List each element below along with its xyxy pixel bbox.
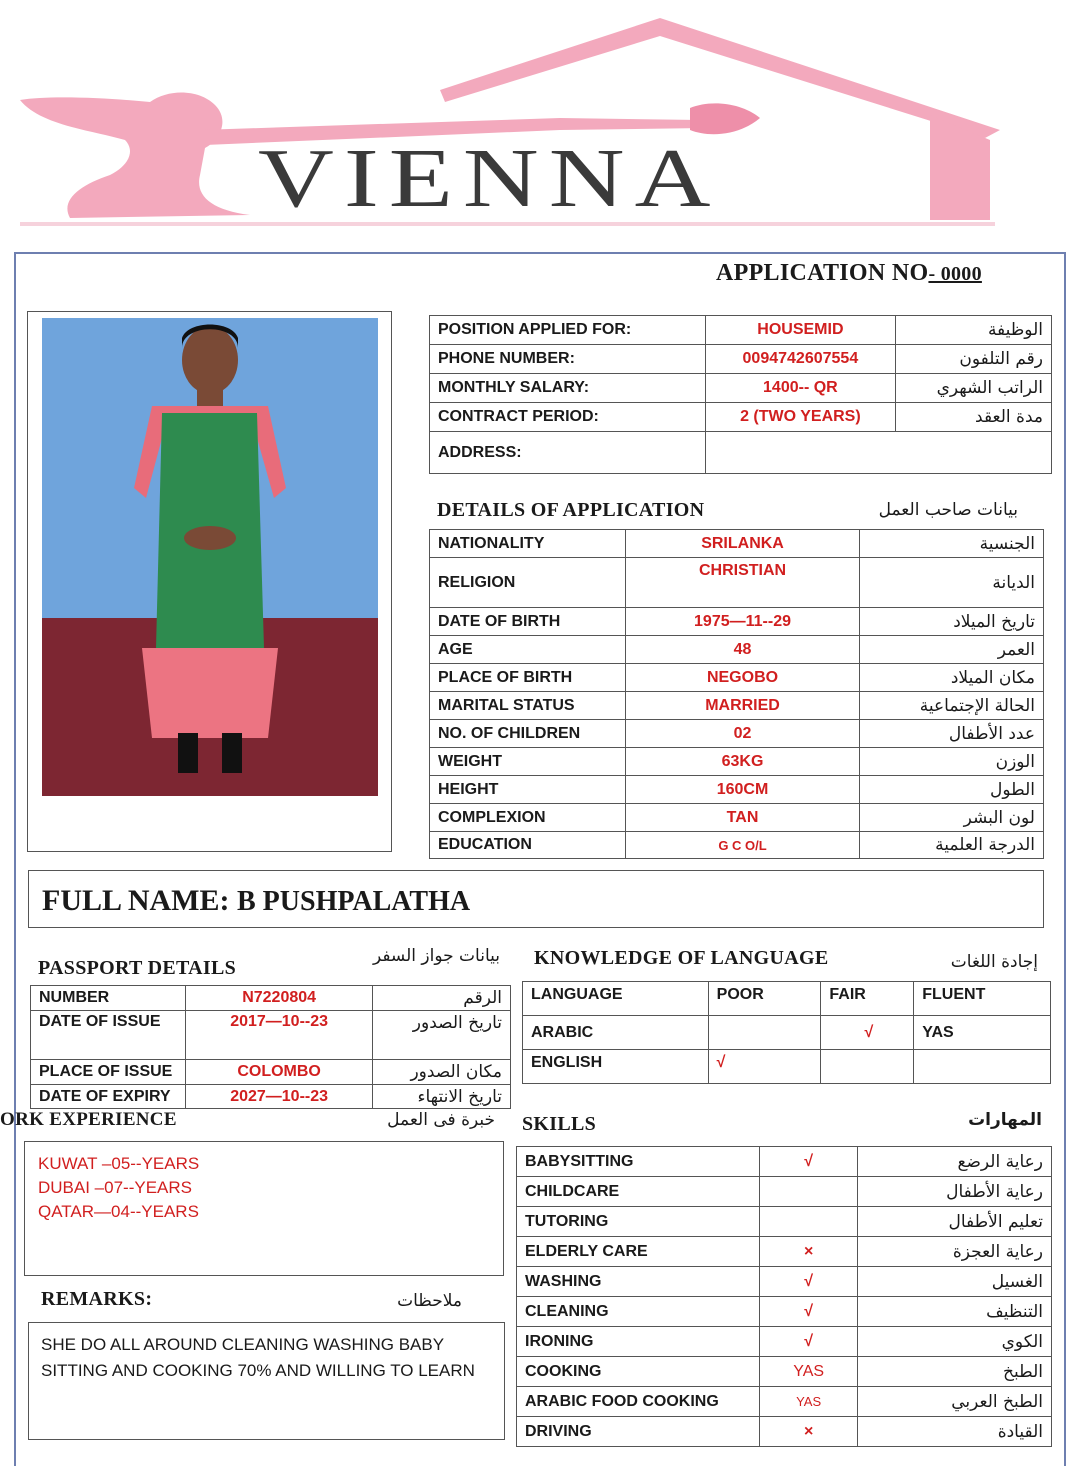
passport-value: 2027—10--23 bbox=[185, 1085, 372, 1109]
skill-label: WASHING bbox=[517, 1267, 760, 1297]
detail-arabic: الحالة الإجتماعية bbox=[860, 692, 1044, 720]
work-experience-title: ORK EXPERIENCE bbox=[0, 1109, 177, 1130]
table-row bbox=[430, 636, 1044, 664]
skill-label: COOKING bbox=[517, 1357, 760, 1387]
table-row bbox=[430, 316, 1052, 345]
detail-label: NATIONALITY bbox=[430, 530, 626, 558]
skill-arabic: تعليم الأطفال bbox=[858, 1207, 1052, 1237]
application-number bbox=[716, 260, 982, 287]
skill-mark: √ bbox=[759, 1327, 858, 1357]
table-row bbox=[430, 345, 1052, 374]
skill-mark: √ bbox=[759, 1267, 858, 1297]
skill-mark: √ bbox=[759, 1297, 858, 1327]
applicant-photo bbox=[42, 318, 378, 796]
salary-value: 1400-- QR bbox=[705, 374, 896, 403]
contract-label: CONTRACT PERIOD: bbox=[430, 403, 706, 432]
passport-label: PLACE OF ISSUE bbox=[31, 1060, 186, 1085]
details-title: DETAILS OF APPLICATION bbox=[437, 499, 705, 521]
language-header: FAIR bbox=[821, 982, 914, 1016]
table-row bbox=[430, 692, 1044, 720]
skill-label: ELDERLY CARE bbox=[517, 1237, 760, 1267]
detail-value: 02 bbox=[625, 720, 859, 748]
table-row bbox=[517, 1177, 1052, 1207]
detail-arabic: العمر bbox=[860, 636, 1044, 664]
detail-value: NEGOBO bbox=[625, 664, 859, 692]
skill-label: BABYSITTING bbox=[517, 1147, 760, 1177]
remarks-line: SHE DO ALL AROUND CLEANING WASHING BABY bbox=[41, 1335, 445, 1354]
skill-label: DRIVING bbox=[517, 1417, 760, 1447]
detail-value: SRILANKA bbox=[625, 530, 859, 558]
skill-label: TUTORING bbox=[517, 1207, 760, 1237]
skill-arabic: رعاية العجزة bbox=[858, 1237, 1052, 1267]
passport-label: DATE OF EXPIRY bbox=[31, 1085, 186, 1109]
passport-arabic: تاريخ الصدور bbox=[373, 1011, 511, 1060]
detail-arabic: الطول bbox=[860, 776, 1044, 804]
table-row bbox=[517, 1327, 1052, 1357]
detail-label: COMPLEXION bbox=[430, 804, 626, 832]
passport-title: PASSPORT DETAILS bbox=[38, 957, 237, 979]
vienna-logo bbox=[0, 0, 1080, 232]
skill-mark: √ bbox=[759, 1147, 858, 1177]
detail-arabic: الديانة bbox=[860, 558, 1044, 608]
skill-arabic: القيادة bbox=[858, 1417, 1052, 1447]
list-item: KUWAT –05--YEARS bbox=[38, 1154, 200, 1173]
table-row bbox=[517, 1147, 1052, 1177]
skill-arabic: التنظيف bbox=[858, 1297, 1052, 1327]
detail-arabic: الجنسية bbox=[860, 530, 1044, 558]
table-row bbox=[31, 1011, 511, 1060]
list-item: QATAR—04--YEARS bbox=[38, 1202, 199, 1221]
remarks-text bbox=[41, 1332, 475, 1384]
detail-label: HEIGHT bbox=[430, 776, 626, 804]
logo-text: VIENNA bbox=[258, 132, 721, 225]
detail-label: PLACE OF BIRTH bbox=[430, 664, 626, 692]
table-row bbox=[430, 432, 1052, 474]
detail-value: 160CM bbox=[625, 776, 859, 804]
detail-value: G C O/L bbox=[625, 832, 859, 859]
detail-arabic: تاريخ الميلاد bbox=[860, 608, 1044, 636]
language-header: LANGUAGE bbox=[523, 982, 709, 1016]
passport-table bbox=[30, 985, 511, 1109]
work-experience-list bbox=[38, 1152, 199, 1224]
detail-arabic: الوزن bbox=[860, 748, 1044, 776]
passport-label: NUMBER bbox=[31, 986, 186, 1011]
table-row bbox=[517, 1357, 1052, 1387]
phone-value: 0094742607554 bbox=[705, 345, 896, 374]
language-poor: √ bbox=[708, 1050, 821, 1084]
table-row bbox=[523, 1050, 1051, 1084]
detail-arabic: مكان الميلاد bbox=[860, 664, 1044, 692]
passport-value: 2017—10--23 bbox=[185, 1011, 372, 1060]
full-name-value: B PUSHPALATHA bbox=[237, 886, 471, 917]
table-row bbox=[430, 530, 1044, 558]
language-fluent bbox=[914, 1050, 1051, 1084]
skill-mark: × bbox=[759, 1237, 858, 1267]
skills-table bbox=[516, 1146, 1052, 1447]
skill-arabic: رعاية الرضع bbox=[858, 1147, 1052, 1177]
table-row bbox=[430, 403, 1052, 432]
passport-arabic: مكان الصدور bbox=[373, 1060, 511, 1085]
detail-label: NO. OF CHILDREN bbox=[430, 720, 626, 748]
detail-label: RELIGION bbox=[430, 558, 626, 608]
skill-label: CLEANING bbox=[517, 1297, 760, 1327]
application-label: APPLICATION NO bbox=[716, 260, 929, 286]
skill-arabic: الطبخ bbox=[858, 1357, 1052, 1387]
table-row bbox=[430, 804, 1044, 832]
salary-label: MONTHLY SALARY: bbox=[430, 374, 706, 403]
table-row bbox=[31, 1060, 511, 1085]
detail-label: EDUCATION bbox=[430, 832, 626, 859]
skill-arabic: الغسيل bbox=[858, 1267, 1052, 1297]
passport-value: N7220804 bbox=[185, 986, 372, 1011]
skill-mark bbox=[759, 1177, 858, 1207]
table-row bbox=[517, 1207, 1052, 1237]
remarks-title: REMARKS: bbox=[41, 1288, 153, 1310]
language-header: POOR bbox=[708, 982, 821, 1016]
table-row bbox=[517, 1297, 1052, 1327]
table-row bbox=[430, 748, 1044, 776]
detail-label: AGE bbox=[430, 636, 626, 664]
skill-arabic: رعاية الأطفال bbox=[858, 1177, 1052, 1207]
language-name: ARABIC bbox=[523, 1016, 709, 1050]
skill-arabic: الكوي bbox=[858, 1327, 1052, 1357]
list-item: DUBAI –07--YEARS bbox=[38, 1178, 192, 1197]
detail-label: WEIGHT bbox=[430, 748, 626, 776]
table-row bbox=[523, 982, 1051, 1016]
languages-title: KNOWLEDGE OF LANGUAGE bbox=[534, 947, 829, 969]
table-row bbox=[517, 1237, 1052, 1267]
skills-title: SKILLS bbox=[522, 1113, 597, 1135]
language-name: ENGLISH bbox=[523, 1050, 709, 1084]
detail-arabic: عدد الأطفال bbox=[860, 720, 1044, 748]
remarks-title-arabic: ملاحظات bbox=[397, 1291, 462, 1311]
table-row bbox=[517, 1267, 1052, 1297]
skills-title-arabic: المهارات bbox=[968, 1110, 1042, 1130]
full-name-label: FULL NAME: bbox=[42, 884, 230, 917]
address-label: ADDRESS: bbox=[430, 432, 706, 474]
languages-table bbox=[522, 981, 1051, 1084]
phone-label: PHONE NUMBER: bbox=[430, 345, 706, 374]
skill-label: CHILDCARE bbox=[517, 1177, 760, 1207]
skill-label: IRONING bbox=[517, 1327, 760, 1357]
contract-value: 2 (TWO YEARS) bbox=[705, 403, 896, 432]
passport-label: DATE OF ISSUE bbox=[31, 1011, 186, 1060]
skill-label: ARABIC FOOD COOKING bbox=[517, 1387, 760, 1417]
detail-label: DATE OF BIRTH bbox=[430, 608, 626, 636]
skill-arabic: الطبخ العربي bbox=[858, 1387, 1052, 1417]
language-fair: √ bbox=[821, 1016, 914, 1050]
detail-label: MARITAL STATUS bbox=[430, 692, 626, 720]
detail-value: 48 bbox=[625, 636, 859, 664]
phone-arabic: رقم التلفون bbox=[896, 345, 1052, 374]
table-row bbox=[430, 664, 1044, 692]
table-row bbox=[430, 720, 1044, 748]
table-row bbox=[430, 374, 1052, 403]
skill-mark: YAS bbox=[759, 1387, 858, 1417]
skill-mark: YAS bbox=[759, 1357, 858, 1387]
table-row bbox=[31, 1085, 511, 1109]
contract-arabic: مدة العقد bbox=[896, 403, 1052, 432]
full-name bbox=[42, 884, 470, 918]
position-value: HOUSEMID bbox=[705, 316, 896, 345]
detail-arabic: الدرجة العلمية bbox=[860, 832, 1044, 859]
position-label: POSITION APPLIED FOR: bbox=[430, 316, 706, 345]
table-row bbox=[523, 1016, 1051, 1050]
table-row bbox=[31, 986, 511, 1011]
passport-arabic: الرقم bbox=[373, 986, 511, 1011]
language-header: FLUENT bbox=[914, 982, 1051, 1016]
salary-arabic: الراتب الشهري bbox=[896, 374, 1052, 403]
detail-value: 63KG bbox=[625, 748, 859, 776]
detail-value: 1975—11--29 bbox=[625, 608, 859, 636]
table-row bbox=[430, 608, 1044, 636]
application-value: - 0000 bbox=[928, 263, 982, 285]
table-row bbox=[517, 1387, 1052, 1417]
skill-mark bbox=[759, 1207, 858, 1237]
details-table bbox=[429, 529, 1044, 859]
detail-arabic: لون البشر bbox=[860, 804, 1044, 832]
language-fluent: YAS bbox=[914, 1016, 1051, 1050]
details-title-arabic: بيانات صاحب العمل bbox=[878, 500, 1018, 520]
passport-title-arabic: بيانات جواز السفر bbox=[372, 946, 500, 966]
table-row bbox=[430, 832, 1044, 859]
position-arabic: الوظيفة bbox=[896, 316, 1052, 345]
language-poor bbox=[708, 1016, 821, 1050]
work-experience-title-arabic: خبرة فى العمل bbox=[387, 1110, 495, 1130]
address-value bbox=[705, 432, 1051, 474]
detail-value: MARRIED bbox=[625, 692, 859, 720]
passport-value: COLOMBO bbox=[185, 1060, 372, 1085]
languages-title-arabic: إجادة اللغات bbox=[950, 952, 1038, 972]
remarks-line: SITTING AND COOKING 70% AND WILLING TO LEARN bbox=[41, 1361, 475, 1380]
table-row bbox=[430, 558, 1044, 608]
skill-mark: × bbox=[759, 1417, 858, 1447]
passport-arabic: تاريخ الانتهاء bbox=[373, 1085, 511, 1109]
language-fair bbox=[821, 1050, 914, 1084]
table-row bbox=[430, 776, 1044, 804]
detail-value: TAN bbox=[625, 804, 859, 832]
table-row bbox=[517, 1417, 1052, 1447]
detail-value: CHRISTIAN bbox=[625, 558, 859, 608]
position-table bbox=[429, 315, 1052, 474]
